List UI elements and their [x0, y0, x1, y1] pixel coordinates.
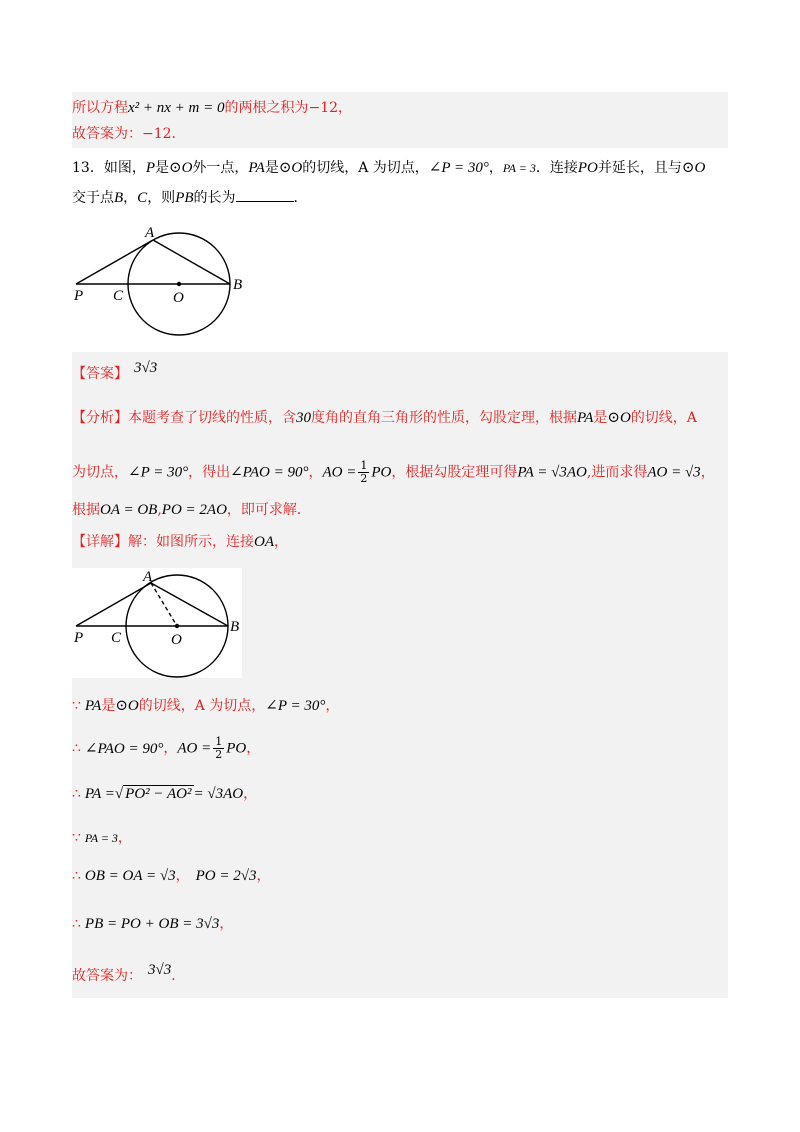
detail-step-1: ∵ PA是⊙O的切线，A 为切点，∠P = 30°，: [72, 698, 340, 714]
prev-line-1: 所以方程x² + nx + m = 0的两根之积为−12，: [72, 100, 353, 116]
analysis-line-2: 为切点，∠P = 30°，得出∠PAO = 90°，AO = $\frac{1}{2}$ PO，根据勾股定理可得PA = √3AO,进而求得AO = √3，: [72, 459, 715, 485]
question-13-line-1: 13．如图，P是⊙O外一点，PA是⊙O的切线，A 为切点，∠P = 30°，PA = 3．连接PO并延长，且与⊙O: [72, 160, 706, 176]
label-p: P: [74, 288, 84, 304]
label-b-2: B: [230, 619, 240, 635]
center-point: [177, 282, 181, 286]
analysis-line-3: 根据OA = OB,PO = 2AO，即可求解．: [72, 502, 311, 518]
final-answer-line: 故答案为： 3√3．: [72, 962, 186, 984]
prev-line-2: 故答案为：−12．: [72, 126, 186, 142]
label-o: O: [173, 290, 184, 306]
detail-step-3: ∴ PA =√ PO² − AO² = √3AO，: [72, 786, 258, 802]
label-a: A: [145, 225, 155, 241]
label-a-2: A: [143, 569, 153, 585]
analysis-line-1: 【分析】本题考查了切线的性质，含30度角的直角三角形的性质，勾股定理，根据PA是⊙O的切线，A: [72, 410, 697, 426]
label-c: C: [113, 288, 124, 304]
previous-solution-block: [72, 92, 728, 148]
segment-ab: [153, 240, 230, 284]
geometry-figure-1: [70, 222, 250, 344]
geometry-figure-2: [72, 568, 242, 678]
detail-step-4: ∵ PA = 3，: [72, 830, 132, 846]
detail-step-6: ∴ PB = PO + OB = 3√3，: [72, 916, 234, 932]
detail-intro-line: 【详解】解：如图所示，连接OA，: [72, 534, 288, 550]
center-point-2: [175, 624, 179, 628]
question-13-line-2: 交于点B，C，则PB的长为 ．: [72, 190, 308, 206]
answer-line: 【答案】 3√3: [72, 360, 158, 382]
solution-block: [72, 352, 728, 998]
label-c-2: C: [111, 630, 122, 646]
detail-step-5: ∴ OB = OA = √3， PO = 2√3，: [72, 868, 271, 884]
segment-ab-2: [151, 583, 228, 626]
label-o-2: O: [171, 632, 182, 648]
tangent-pa-2: [76, 583, 151, 626]
dashed-oa: [151, 583, 177, 626]
tangent-pa: [76, 240, 153, 284]
label-b: B: [233, 277, 243, 293]
label-p-2: P: [74, 630, 84, 646]
fraction-one-half: $\frac{1}{2}$: [360, 459, 368, 485]
detail-step-2: ∴ ∠PAO = 90°，AO = $\frac{1}{2}$ PO，: [72, 735, 261, 761]
answer-blank: [236, 201, 294, 202]
